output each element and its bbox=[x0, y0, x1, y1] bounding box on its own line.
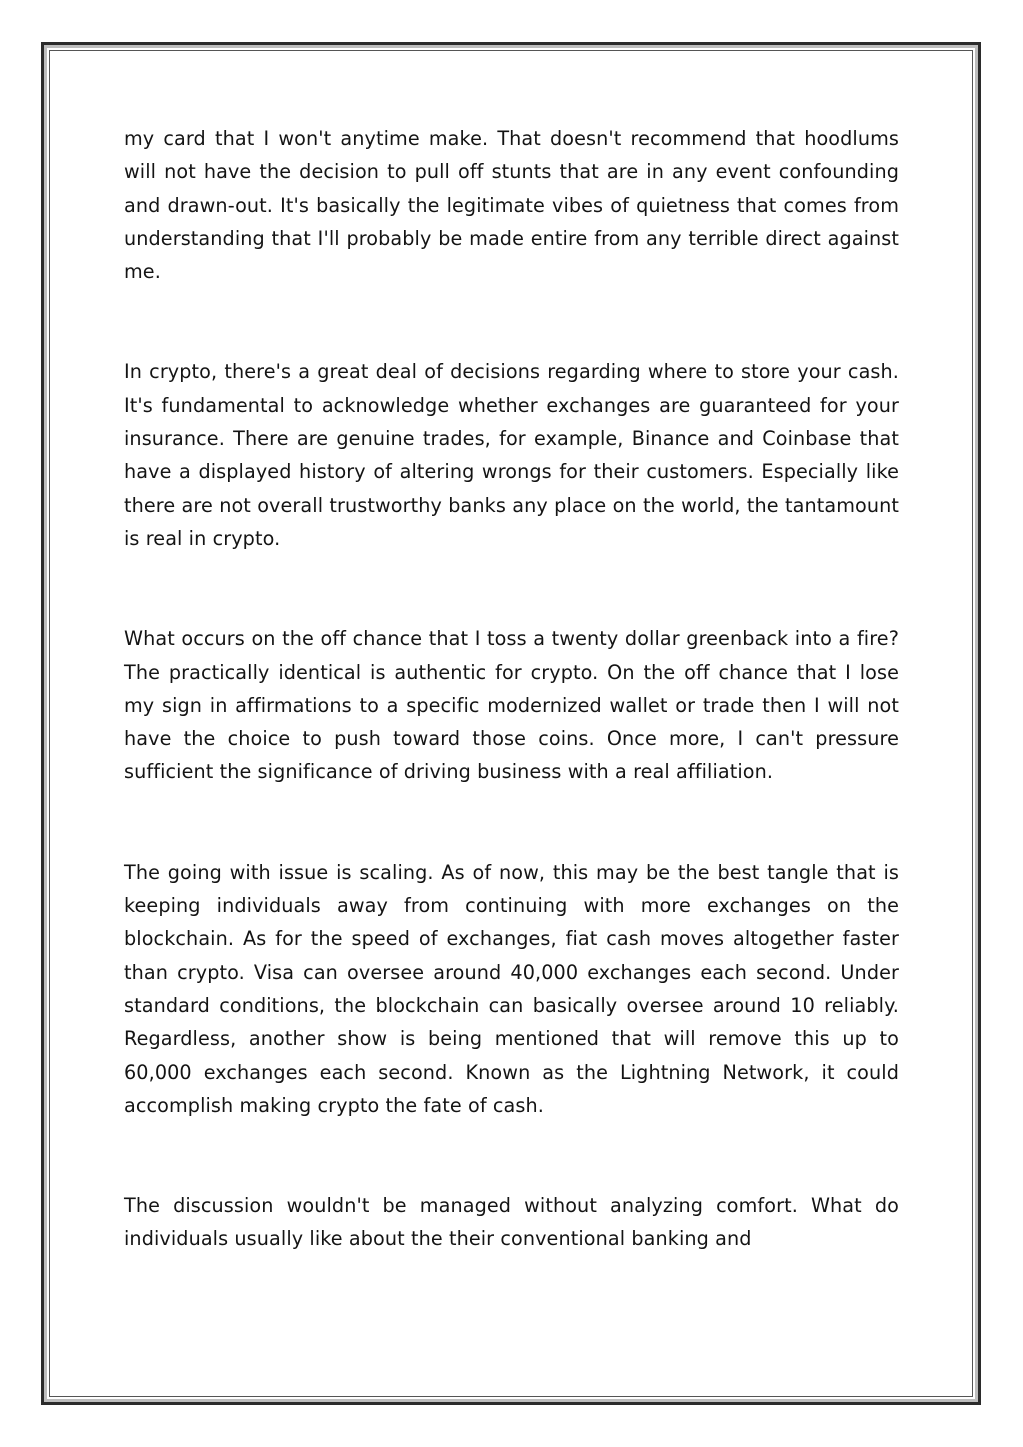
paragraph-crypto-storage: In crypto, there's a great deal of decisions regarding where to store your cash. It's fundamental to acknowledge whether exchanges are guaranteed for your insurance. There are genuine trades, for example, Binance and Coinbase that have a displayed history of altering wrongs for their customers. Especially like there are not overall trustworthy banks any place on the world, the tantamount is real in crypto. bbox=[124, 360, 899, 550]
paragraph-lost-credentials: What occurs on the off chance that I toss a twenty dollar greenback into a fire? The practically identical is authentic for crypto. On the off chance that I lose my sign in affirmations to a specific modernized wallet or trade then I will not have the choice to push toward those coins. Once more, I can't pressure sufficient the significance of driving business with a real affiliation. bbox=[124, 627, 899, 784]
paragraph-comfort: The discussion wouldn't be managed without analyzing comfort. What do individuals usually like about the their conventional banking and bbox=[124, 1194, 899, 1251]
paragraph-scaling: The going with issue is scaling. As of now, this may be the best tangle that is keeping individuals away from continuing with more exchanges on the blockchain. As for the speed of exchanges, fiat cash moves altogether faster than crypto. Visa can oversee around 40,000 exchanges each second. Under standard conditions, the blockchain can basically oversee around 10 reliably. Regardless, another show is being mentioned that will remove this up to 60,000 exchanges each second. Known as the Lightning Network, it could accomplish making crypto the fate of cash. bbox=[124, 860, 899, 1117]
paragraph-card-security: my card that I won't anytime make. That doesn't recommend that hoodlums will not have the decision to pull off stunts that are in any event confounding and drawn-out. It's basically the legitimate vibes of quietness that comes from understanding that I'll probably be made entire from any terrible direct against me. bbox=[124, 127, 899, 284]
document-body bbox=[124, 122, 899, 1256]
